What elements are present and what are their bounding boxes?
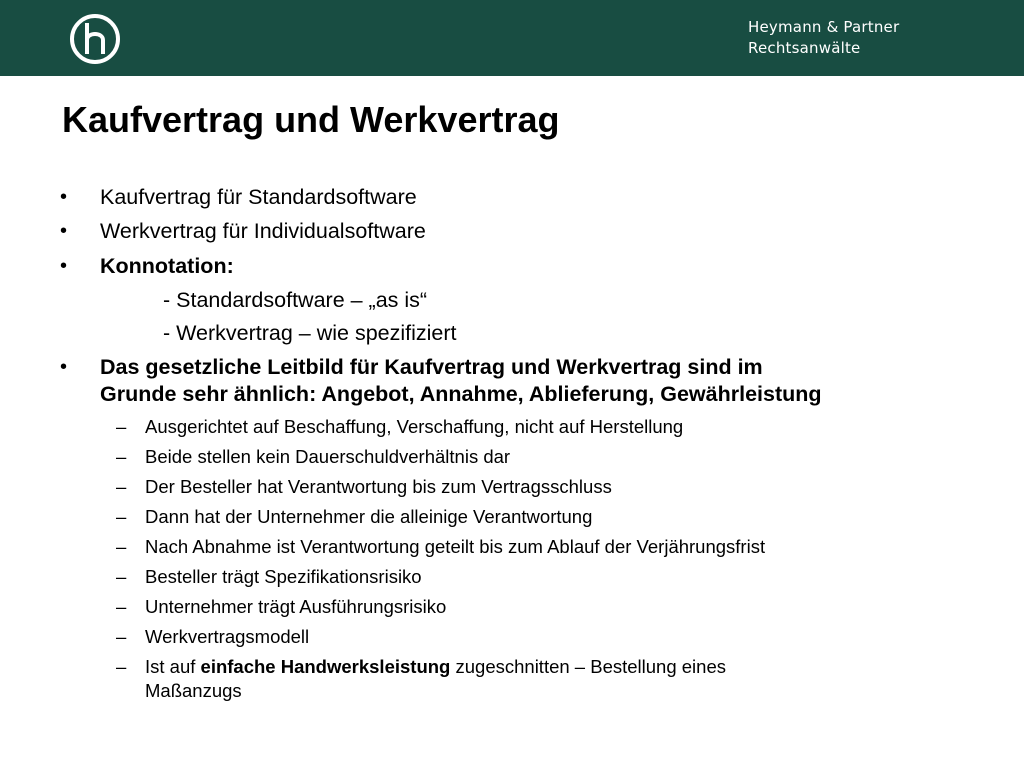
bullet-marker: • [60, 186, 68, 208]
sub-item-besteller-verantwortung: Der Besteller hat Verantwortung bis zum Vertragsschluss [145, 476, 612, 497]
sub-item-dauerschuld: Beide stellen kein Dauerschuldverhältnis dar [145, 446, 511, 467]
dash-marker: – [116, 506, 127, 527]
dash-marker: – [116, 566, 127, 587]
sub-item-handwerksleistung-line2: Maßanzugs [145, 680, 242, 701]
main-point-line1: Das gesetzliche Leitbild für Kaufvertrag und Werkvertrag sind im [100, 355, 763, 379]
bullet-werkvertrag: Werkvertrag für Individualsoftware [100, 219, 426, 243]
sub-item-unternehmer-verantwortung: Dann hat der Unternehmer die alleinige Verantwortung [145, 506, 593, 527]
bullet-marker: • [60, 356, 68, 378]
sub-item-handwerksleistung [145, 655, 726, 678]
sub-item-werkvertragsmodell: Werkvertragsmodell [145, 626, 310, 647]
dash-marker: – [116, 536, 127, 557]
konnotation-standardsoftware: - Standardsoftware – „as is“ [163, 288, 428, 312]
sub-item-spezifikationsrisiko: Besteller trägt Spezifikationsrisiko [145, 566, 422, 587]
handwerk-suffix: zugeschnitten – Bestellung eines [450, 656, 726, 677]
bullet-konnotation: Konnotation: [100, 254, 234, 278]
sub-item-beschaffung: Ausgerichtet auf Beschaffung, Verschaffung, nicht auf Herstellung [145, 416, 684, 437]
dash-marker: – [116, 656, 127, 677]
konnotation-werkvertrag: - Werkvertrag – wie spezifiziert [163, 321, 457, 345]
main-point-line2: Grunde sehr ähnlich: Angebot, Annahme, Ablieferung, Gewährleistung [100, 382, 822, 406]
sub-item-ausfuehrungsrisiko: Unternehmer trägt Ausführungsrisiko [145, 596, 447, 617]
dash-marker: – [116, 596, 127, 617]
bullet-marker: • [60, 255, 68, 277]
dash-marker: – [116, 416, 127, 437]
firm-name-line1: Heymann & Partner [748, 18, 900, 36]
slide-title: Kaufvertrag und Werkvertrag [62, 99, 560, 140]
dash-marker: – [116, 626, 127, 647]
handwerk-prefix: Ist auf [145, 656, 201, 677]
sub-item-abnahme: Nach Abnahme ist Verantwortung geteilt bis zum Ablauf der Verjährungsfrist [145, 536, 766, 557]
dash-marker: – [116, 446, 127, 467]
dash-marker: – [116, 476, 127, 497]
bullet-kaufvertrag: Kaufvertrag für Standardsoftware [100, 185, 417, 209]
handwerk-bold: einfache Handwerksleistung [200, 656, 451, 677]
bullet-marker: • [60, 220, 68, 242]
firm-name-line2: Rechtsanwälte [748, 39, 861, 57]
